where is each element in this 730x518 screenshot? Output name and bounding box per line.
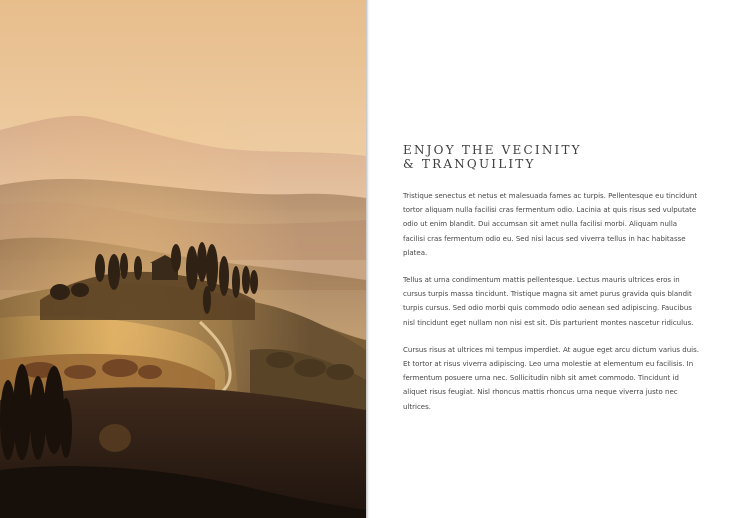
heading-line-1: ENJOY THE VECINITY <box>403 143 582 157</box>
paragraph-2: Tellus at urna condimentum mattis pellentesque. Lectus mauris ultrices eros in cursus turpis massa tincidunt. Tristique magna sit amet purus gravida quis blandit turpis cursus. Sed odio morbi quis commodo odio aenean sed adipiscing. Faucibus nisl tincidunt eget nullam non nisi est sit. Dis parturient montes nascetur ridiculus. <box>403 276 694 327</box>
heading-line-2: & TRANQUILITY <box>403 157 536 171</box>
paragraph-1: Tristique senectus et netus et malesuada fames ac turpis. Pellentesque eu tincidunt tortor aliquam nulla facilisi cras fermentum odio. Lacinia at quis risus sed vulputate odio ut enim blandit. Dui accumsan sit amet nulla facilisi morbi. Aliquam nulla facilisi cras fermentum odio eu. Sed nisi lacus sed viverra tellus in hac habitasse platea. <box>403 192 698 257</box>
page-heading <box>403 143 582 171</box>
text-page <box>370 0 730 518</box>
body-text <box>403 189 701 427</box>
paragraph-3: Cursus risus at ultrices mi tempus imperdiet. At augue eget arcu dictum varius duis. Et tortor at risus viverra adipiscing. Leo urna molestie at elementum eu facilisis. In fermentum posuere urna nec. Sollicitudin nibh sit amet commodo. Tincidunt id aliquet risus feugiat. Nisl rhoncus mattis rhoncus urna neque viverra justo nec ultrices. <box>403 345 699 411</box>
